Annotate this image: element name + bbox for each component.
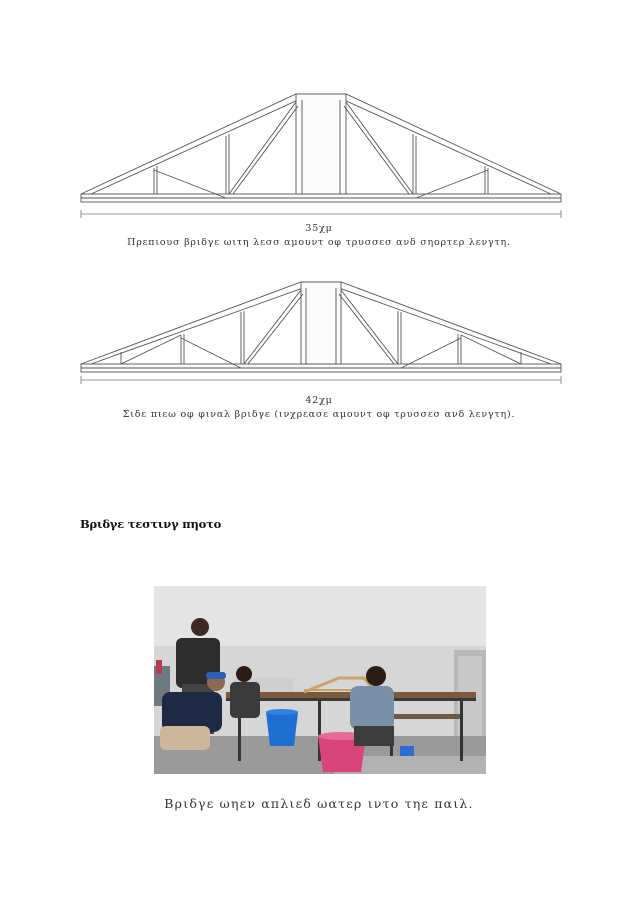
- truss-diagram-previous: [76, 88, 566, 222]
- truss-caption-final: Σιδε πιεω οφ φιναλ βριδγε (ινχρεασε αμουντ οφ τρυσσεσ ανδ λενγτη).: [122, 409, 516, 420]
- bridge-testing-photo: [154, 586, 486, 774]
- truss-caption-previous: Πρεπιουσ βριδγε ωιτη λεσσ αμουντ οφ τρυσσεσ ανδ σηορτερ λενγτη.: [127, 237, 511, 248]
- photo-caption: Βριδγε ωηεν απλιεδ ωατερ ιντο τηε παιλ.: [164, 796, 474, 811]
- truss-length-label-previous: 35χμ: [305, 223, 333, 234]
- truss-length-label-final: 42χμ: [305, 395, 333, 406]
- truss-diagram-final: [76, 280, 566, 390]
- section-heading: Βριδγε τεστινγ πηοτο: [80, 517, 222, 531]
